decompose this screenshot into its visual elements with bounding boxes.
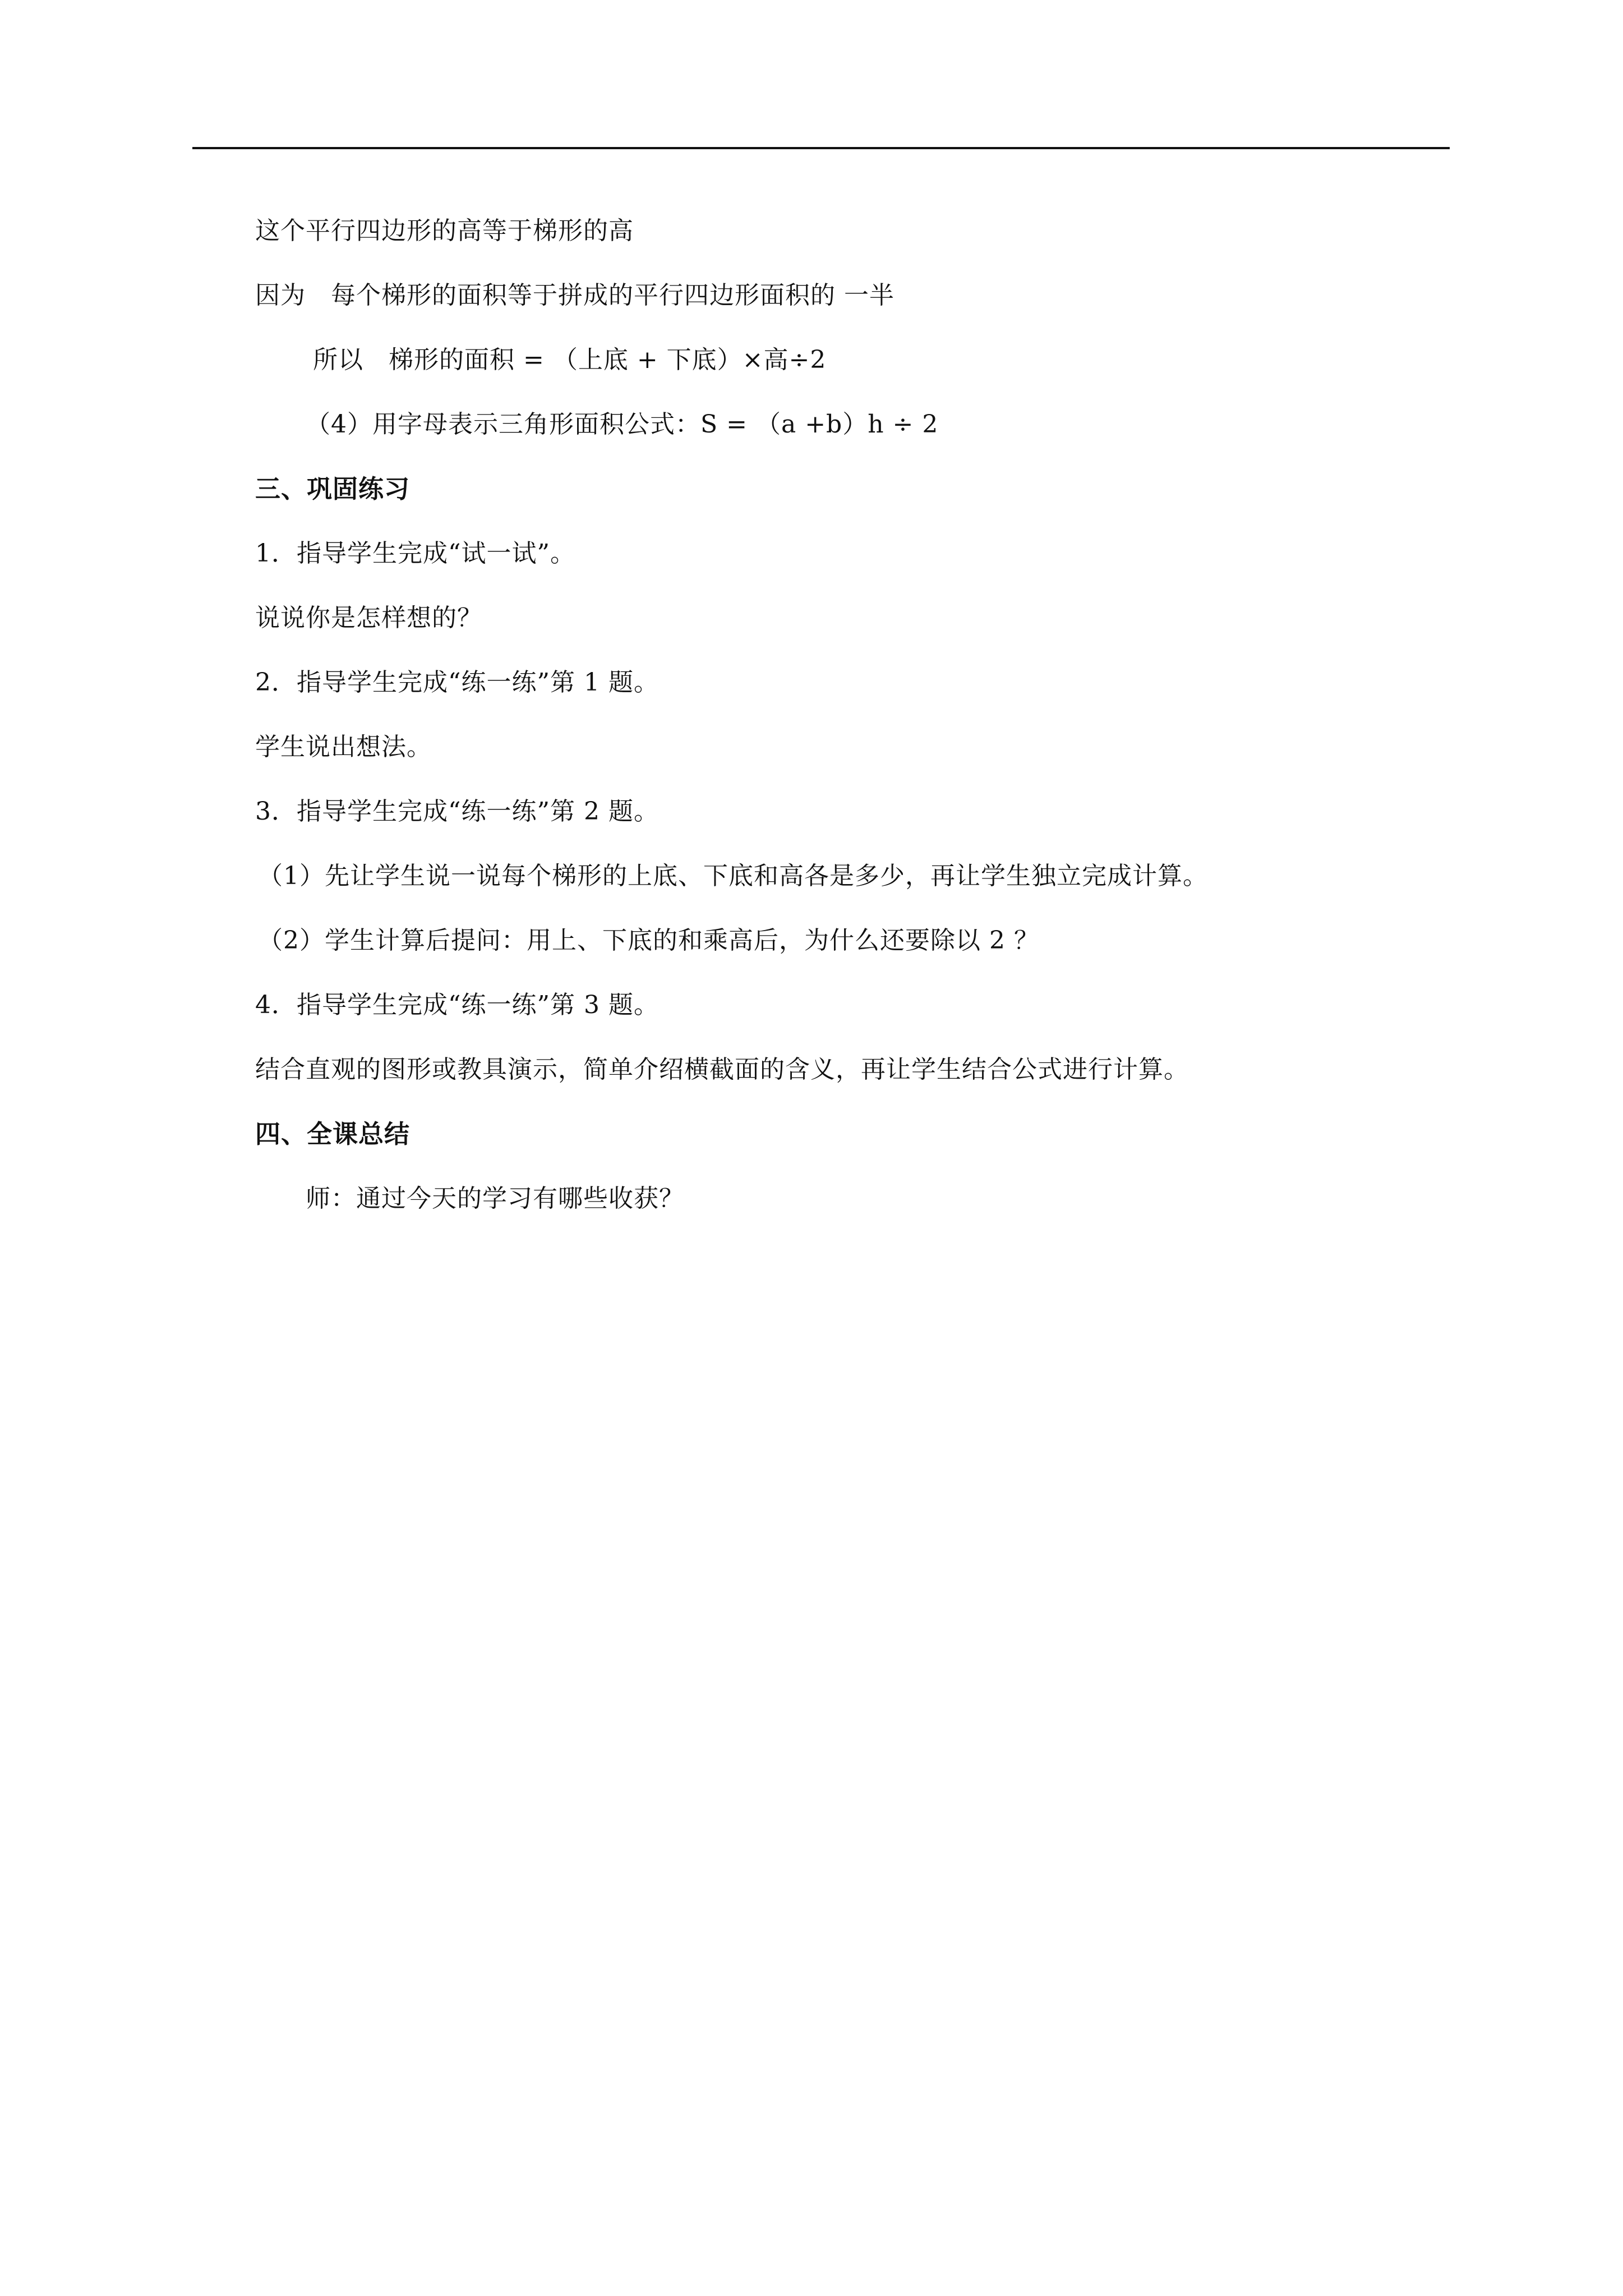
list-item: 4．指导学生完成“练一练”第 3 题。 [255, 991, 659, 1019]
formula-line-1: 所以 梯形的面积 = （上底 + 下底）×高÷2 [313, 346, 827, 374]
text-line-4: 学生说出想法。 [255, 733, 432, 761]
formula-line-2: （4）用字母表示三角形面积公式：S = （a +b）h ÷ 2 [306, 410, 939, 439]
text-line-6: 师：通过今天的学习有哪些收获？ [306, 1184, 684, 1213]
text-line-5: 结合直观的图形或教具演示，简单介绍横截面的含义，再让学生结合公式进行计算。 [255, 1055, 1189, 1084]
list-item: 1．指导学生完成“试一试”。 [255, 539, 575, 568]
sub-item-2: （2）学生计算后提问：用上、下底的和乘高后，为什么还要除以 2 ？ [258, 926, 1039, 955]
text-line-2: 因为 每个梯形的面积等于拼成的平行四边形面积的 一半 [255, 281, 895, 310]
text-line-3: 说说你是怎样想的？ [255, 604, 482, 632]
header-rule [192, 147, 1450, 149]
section-heading-practice: 三、巩固练习 [255, 474, 411, 504]
list-item: 2．指导学生完成“练一练”第 1 题。 [255, 668, 659, 697]
section-heading-summary: 四、全课总结 [255, 1119, 411, 1149]
text-line-1: 这个平行四边形的高等于梯形的高 [255, 217, 634, 245]
list-item: 3．指导学生完成“练一练”第 2 题。 [255, 797, 659, 826]
sub-item-1: （1）先让学生说一说每个梯形的上底、下底和高各是多少，再让学生独立完成计算。 [258, 862, 1208, 890]
